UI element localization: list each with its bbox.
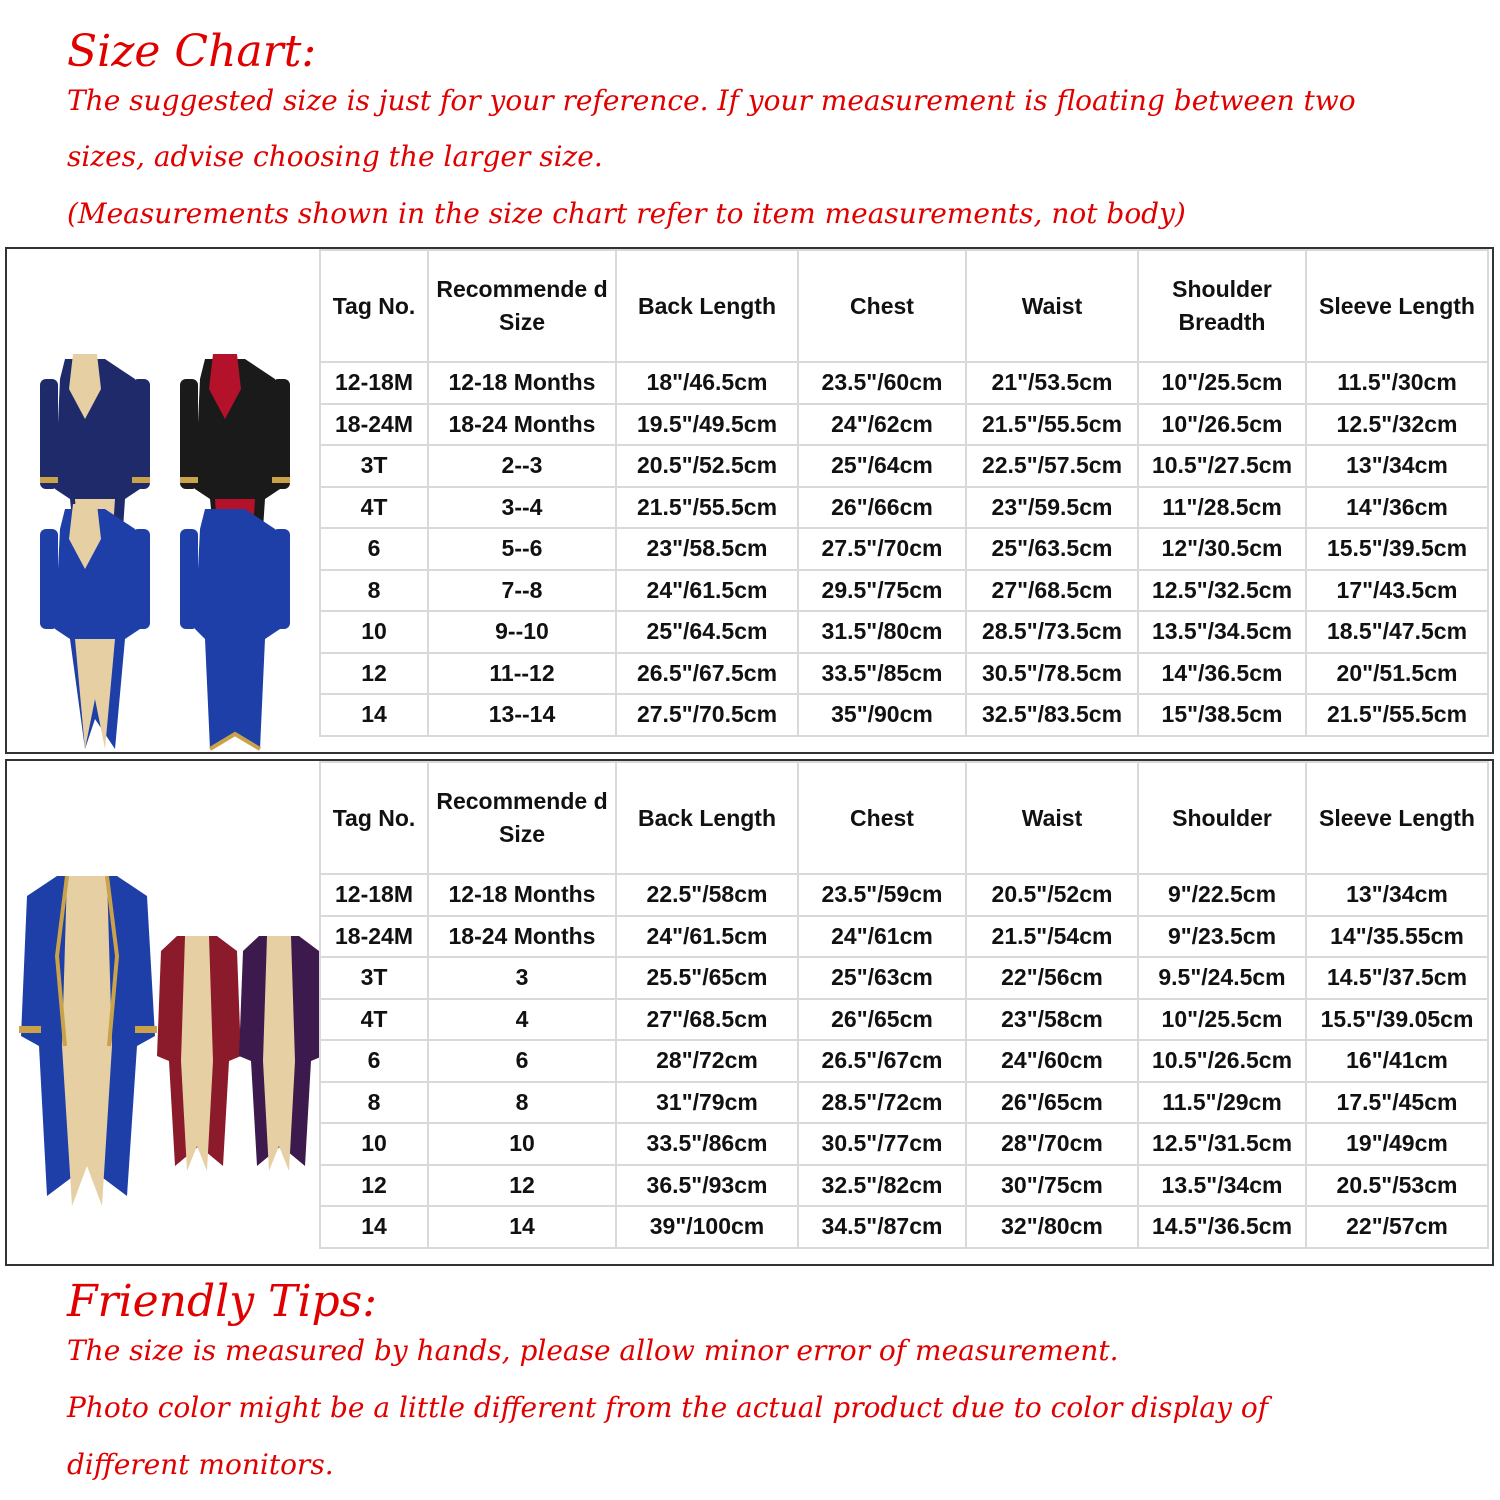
cell-rec: 14 <box>428 1206 616 1248</box>
table-row <box>320 445 1488 487</box>
cell-back: 25.5"/65cm <box>616 957 798 999</box>
cell-sleeve: 17.5"/45cm <box>1306 1082 1488 1124</box>
header-recommended-size: Recommende d Size <box>428 250 616 362</box>
cell-waist: 22"/56cm <box>966 957 1138 999</box>
cell-waist: 20.5"/52cm <box>966 874 1138 916</box>
cell-shoulder: 14"/36.5cm <box>1138 653 1306 695</box>
cell-waist: 30"/75cm <box>966 1165 1138 1207</box>
cell-sleeve: 16"/41cm <box>1306 1040 1488 1082</box>
cell-waist: 22.5"/57.5cm <box>966 445 1138 487</box>
cell-chest: 32.5"/82cm <box>798 1165 966 1207</box>
cell-back: 25"/64.5cm <box>616 611 798 653</box>
cell-sleeve: 15.5"/39.05cm <box>1306 999 1488 1041</box>
cell-shoulder: 12.5"/32.5cm <box>1138 570 1306 612</box>
cell-tag: 6 <box>320 1040 428 1082</box>
cell-sleeve: 14"/36cm <box>1306 487 1488 529</box>
table-row <box>320 570 1488 612</box>
cell-back: 21.5"/55.5cm <box>616 487 798 529</box>
header-back-length: Back Length <box>616 250 798 362</box>
cell-back: 33.5"/86cm <box>616 1123 798 1165</box>
cell-tag: 12 <box>320 1165 428 1207</box>
cell-rec: 12-18 Months <box>428 362 616 404</box>
cell-back: 39"/100cm <box>616 1206 798 1248</box>
cell-sleeve: 17"/43.5cm <box>1306 570 1488 612</box>
cell-chest: 25"/64cm <box>798 445 966 487</box>
cell-chest: 26"/65cm <box>798 999 966 1041</box>
cell-sleeve: 20"/51.5cm <box>1306 653 1488 695</box>
size-table-2 <box>319 761 1489 1249</box>
cell-tag: 4T <box>320 999 428 1041</box>
cell-waist: 23"/59.5cm <box>966 487 1138 529</box>
cell-back: 27"/68.5cm <box>616 999 798 1041</box>
table-row <box>320 1040 1488 1082</box>
header-waist: Waist <box>966 762 1138 874</box>
cell-tag: 18-24M <box>320 916 428 958</box>
cell-rec: 18-24 Months <box>428 916 616 958</box>
tailcoat-product-image-2 <box>7 761 319 1264</box>
cell-waist: 25"/63.5cm <box>966 528 1138 570</box>
cell-waist: 21.5"/54cm <box>966 916 1138 958</box>
table-row <box>320 999 1488 1041</box>
cell-back: 28"/72cm <box>616 1040 798 1082</box>
header-shoulder: Shoulder <box>1138 762 1306 874</box>
size-table-1 <box>319 249 1489 737</box>
cell-waist: 27"/68.5cm <box>966 570 1138 612</box>
cell-waist: 26"/65cm <box>966 1082 1138 1124</box>
cell-sleeve: 18.5"/47.5cm <box>1306 611 1488 653</box>
cell-rec: 9--10 <box>428 611 616 653</box>
cell-waist: 30.5"/78.5cm <box>966 653 1138 695</box>
table-row <box>320 487 1488 529</box>
table-row <box>320 528 1488 570</box>
table-header-row <box>320 762 1488 874</box>
cell-back: 24"/61.5cm <box>616 570 798 612</box>
cell-shoulder: 9"/22.5cm <box>1138 874 1306 916</box>
cell-tag: 10 <box>320 1123 428 1165</box>
cell-shoulder: 10"/25.5cm <box>1138 999 1306 1041</box>
cell-back: 24"/61.5cm <box>616 916 798 958</box>
table-row <box>320 874 1488 916</box>
cell-sleeve: 12.5"/32cm <box>1306 404 1488 446</box>
tailcoat-product-image-1 <box>7 249 319 752</box>
table-header-row <box>320 250 1488 362</box>
cell-shoulder: 9.5"/24.5cm <box>1138 957 1306 999</box>
tailcoat-photos-set-2 <box>7 761 319 1264</box>
header-tag-no: Tag No. <box>320 762 428 874</box>
tailcoat-photos-set-1 <box>7 249 319 752</box>
cell-rec: 12-18 Months <box>428 874 616 916</box>
cell-waist: 21"/53.5cm <box>966 362 1138 404</box>
cell-rec: 12 <box>428 1165 616 1207</box>
cell-shoulder: 10"/26.5cm <box>1138 404 1306 446</box>
header-chest: Chest <box>798 762 966 874</box>
cell-tag: 3T <box>320 957 428 999</box>
cell-rec: 3--4 <box>428 487 616 529</box>
cell-waist: 24"/60cm <box>966 1040 1138 1082</box>
table-row <box>320 957 1488 999</box>
cell-sleeve: 14.5"/37.5cm <box>1306 957 1488 999</box>
table-row <box>320 916 1488 958</box>
header-shoulder: Shoulder Breadth <box>1138 250 1306 362</box>
cell-waist: 32.5"/83.5cm <box>966 694 1138 736</box>
header-sleeve-length: Sleeve Length <box>1306 762 1488 874</box>
size-table-panel-1 <box>5 247 1494 754</box>
cell-shoulder: 13.5"/34cm <box>1138 1165 1306 1207</box>
cell-tag: 4T <box>320 487 428 529</box>
cell-back: 27.5"/70.5cm <box>616 694 798 736</box>
cell-rec: 2--3 <box>428 445 616 487</box>
cell-back: 20.5"/52.5cm <box>616 445 798 487</box>
cell-tag: 10 <box>320 611 428 653</box>
table-row <box>320 362 1488 404</box>
cell-sleeve: 21.5"/55.5cm <box>1306 694 1488 736</box>
cell-sleeve: 13"/34cm <box>1306 445 1488 487</box>
cell-back: 22.5"/58cm <box>616 874 798 916</box>
cell-chest: 24"/61cm <box>798 916 966 958</box>
cell-back: 31"/79cm <box>616 1082 798 1124</box>
cell-waist: 28"/70cm <box>966 1123 1138 1165</box>
table-row <box>320 1165 1488 1207</box>
cell-chest: 27.5"/70cm <box>798 528 966 570</box>
cell-tag: 12 <box>320 653 428 695</box>
cell-shoulder: 11.5"/29cm <box>1138 1082 1306 1124</box>
size-note-line-2: sizes, advise choosing the larger size. <box>67 140 603 173</box>
tip-line-3: different monitors. <box>67 1448 334 1481</box>
cell-shoulder: 10.5"/27.5cm <box>1138 445 1306 487</box>
cell-tag: 12-18M <box>320 874 428 916</box>
cell-rec: 4 <box>428 999 616 1041</box>
cell-chest: 31.5"/80cm <box>798 611 966 653</box>
cell-chest: 33.5"/85cm <box>798 653 966 695</box>
cell-sleeve: 19"/49cm <box>1306 1123 1488 1165</box>
cell-sleeve: 20.5"/53cm <box>1306 1165 1488 1207</box>
cell-back: 36.5"/93cm <box>616 1165 798 1207</box>
cell-chest: 28.5"/72cm <box>798 1082 966 1124</box>
cell-shoulder: 11"/28.5cm <box>1138 487 1306 529</box>
cell-rec: 6 <box>428 1040 616 1082</box>
cell-chest: 29.5"/75cm <box>798 570 966 612</box>
cell-rec: 11--12 <box>428 653 616 695</box>
cell-chest: 23.5"/59cm <box>798 874 966 916</box>
cell-waist: 32"/80cm <box>966 1206 1138 1248</box>
cell-rec: 3 <box>428 957 616 999</box>
cell-tag: 3T <box>320 445 428 487</box>
cell-shoulder: 9"/23.5cm <box>1138 916 1306 958</box>
cell-chest: 26.5"/67cm <box>798 1040 966 1082</box>
cell-back: 19.5"/49.5cm <box>616 404 798 446</box>
cell-sleeve: 22"/57cm <box>1306 1206 1488 1248</box>
cell-chest: 25"/63cm <box>798 957 966 999</box>
table-row <box>320 1082 1488 1124</box>
cell-shoulder: 12"/30.5cm <box>1138 528 1306 570</box>
cell-rec: 7--8 <box>428 570 616 612</box>
cell-rec: 8 <box>428 1082 616 1124</box>
header-tag-no: Tag No. <box>320 250 428 362</box>
size-table-panel-2 <box>5 759 1494 1266</box>
cell-waist: 28.5"/73.5cm <box>966 611 1138 653</box>
table-row <box>320 404 1488 446</box>
header-recommended-size: Recommende d Size <box>428 762 616 874</box>
cell-shoulder: 10.5"/26.5cm <box>1138 1040 1306 1082</box>
cell-shoulder: 14.5"/36.5cm <box>1138 1206 1306 1248</box>
tip-line-1: The size is measured by hands, please allow minor error of measurement. <box>67 1334 1119 1367</box>
cell-chest: 34.5"/87cm <box>798 1206 966 1248</box>
cell-rec: 10 <box>428 1123 616 1165</box>
header-waist: Waist <box>966 250 1138 362</box>
size-note-line-1: The suggested size is just for your reference. If your measurement is floating between two <box>67 84 1356 117</box>
cell-shoulder: 10"/25.5cm <box>1138 362 1306 404</box>
size-note-line-3: (Measurements shown in the size chart refer to item measurements, not body) <box>67 197 1186 230</box>
cell-rec: 18-24 Months <box>428 404 616 446</box>
friendly-tips-title: Friendly Tips: <box>67 1276 378 1327</box>
table-row <box>320 611 1488 653</box>
header-chest: Chest <box>798 250 966 362</box>
cell-tag: 14 <box>320 694 428 736</box>
table-row <box>320 1206 1488 1248</box>
cell-chest: 30.5"/77cm <box>798 1123 966 1165</box>
cell-shoulder: 12.5"/31.5cm <box>1138 1123 1306 1165</box>
cell-chest: 24"/62cm <box>798 404 966 446</box>
cell-shoulder: 13.5"/34.5cm <box>1138 611 1306 653</box>
cell-waist: 21.5"/55.5cm <box>966 404 1138 446</box>
cell-rec: 5--6 <box>428 528 616 570</box>
cell-tag: 18-24M <box>320 404 428 446</box>
cell-tag: 8 <box>320 570 428 612</box>
size-chart-title: Size Chart: <box>67 26 317 77</box>
cell-tag: 14 <box>320 1206 428 1248</box>
cell-chest: 35"/90cm <box>798 694 966 736</box>
cell-waist: 23"/58cm <box>966 999 1138 1041</box>
cell-sleeve: 14"/35.55cm <box>1306 916 1488 958</box>
cell-tag: 8 <box>320 1082 428 1124</box>
cell-rec: 13--14 <box>428 694 616 736</box>
cell-back: 23"/58.5cm <box>616 528 798 570</box>
table-row <box>320 653 1488 695</box>
cell-sleeve: 15.5"/39.5cm <box>1306 528 1488 570</box>
cell-shoulder: 15"/38.5cm <box>1138 694 1306 736</box>
cell-tag: 6 <box>320 528 428 570</box>
cell-tag: 12-18M <box>320 362 428 404</box>
table-row <box>320 694 1488 736</box>
cell-sleeve: 13"/34cm <box>1306 874 1488 916</box>
cell-back: 26.5"/67.5cm <box>616 653 798 695</box>
cell-back: 18"/46.5cm <box>616 362 798 404</box>
header-sleeve-length: Sleeve Length <box>1306 250 1488 362</box>
header-back-length: Back Length <box>616 762 798 874</box>
cell-chest: 23.5"/60cm <box>798 362 966 404</box>
table-row <box>320 1123 1488 1165</box>
tip-line-2: Photo color might be a little different from the actual product due to color display of <box>67 1391 1269 1424</box>
cell-chest: 26"/66cm <box>798 487 966 529</box>
cell-sleeve: 11.5"/30cm <box>1306 362 1488 404</box>
